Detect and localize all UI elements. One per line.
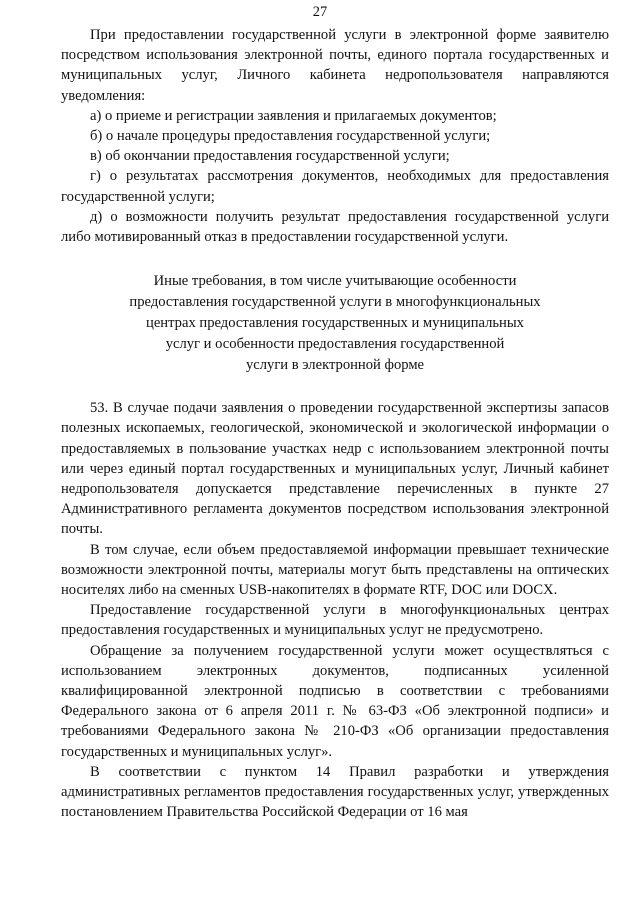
clause-53-paragraph: 53. В случае подачи заявления о проведении государственной экспертизы запасов полезных ископаемых, геологической, экономической и экологической информации о предоставляемых в пользование участках недр с использованием электронной почты или через единый портал государственных и муниципальных услуг, Личный кабинет недропользователя допускается представление перечисленных в пункте 27 Административного регламента документов посредством использования электронной почты.: [61, 400, 609, 538]
notification-item-g: г) о результатах рассмотрения документов, необходимых для предоставления государственной услуги;: [61, 168, 609, 205]
notification-item-v: в) об окончании предоставления государственной услуги;: [90, 148, 450, 165]
electronic-signature-paragraph: Обращение за получением государственной услуги может осуществляться с использованием электронных документов, подписанных усиленной квалифицированной электронной подписью в соответствии с требованиями Федерального закона от 6 апреля 2011 г. № 63-ФЗ «Об электронной подписи» и требованиями Федерального закона № 210-ФЗ «Об организации предоставления государственных и муниципальных услуг».: [61, 642, 609, 760]
section-heading: [61, 271, 609, 376]
regulations-paragraph: В соответствии с пунктом 14 Правил разработки и утверждения административных регламентов предоставления государственных услуг, утвержденных постановлением Правительства Российской Федерации от 16 мая: [61, 763, 609, 821]
section-heading-line: Иные требования, в том числе учитывающие особенности: [153, 273, 517, 290]
notification-item-b: б) о начале процедуры предоставления государственной услуги;: [90, 128, 491, 145]
page-content: [61, 25, 609, 823]
file-format-paragraph: В том случае, если объем предоставляемой информации превышает технические возможности электронной почты, материалы могут быть представлены на оптических носителях либо на сменных USB-накопителях в формате RTF, DOC или DOCX.: [61, 541, 609, 599]
section-heading-line: предоставления государственной услуги в многофункциональных: [129, 294, 541, 311]
intro-paragraph: При предоставлении государственной услуги в электронной форме заявителю посредством использования электронной почты, единого портала государственных и муниципальных услуг, Личного кабинета недропользователя направляются уведомления:: [61, 27, 609, 104]
section-heading-line: центрах предоставления государственных и муниципальных: [146, 315, 524, 332]
mfc-paragraph: Предоставление государственной услуги в многофункциональных центрах предоставления государственных и муниципальных услуг не предусмотрено.: [61, 602, 609, 639]
section-heading-line: услуги в электронной форме: [245, 357, 425, 374]
notification-item-a: а) о приеме и регистрации заявления и прилагаемых документов;: [90, 107, 497, 124]
page-number: 27: [312, 4, 328, 20]
notification-item-d: д) о возможности получить результат предоставления государственной услуги либо мотивированный отказ в предоставлении государственной услуги.: [61, 208, 609, 246]
section-heading-line: услуг и особенности предоставления государственной: [165, 336, 505, 353]
